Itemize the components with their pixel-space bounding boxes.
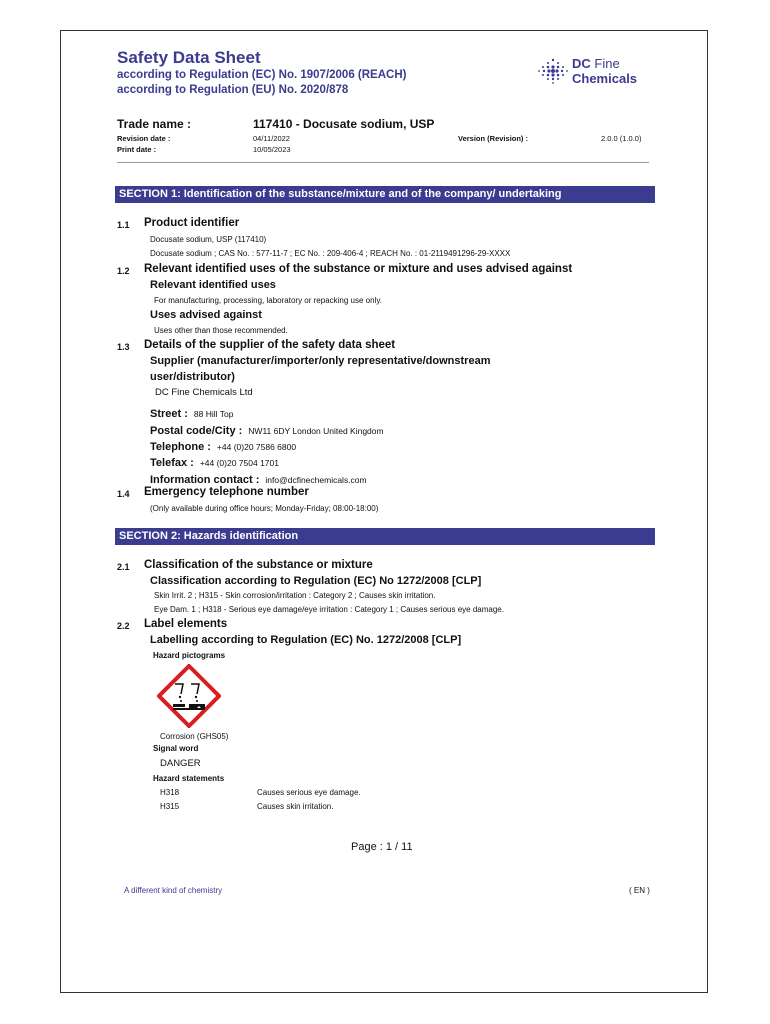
regulation-eu: according to Regulation (EU) No. 2020/878: [117, 84, 349, 96]
logo-dots-icon: [536, 56, 570, 86]
section-1-3-title: Details of the supplier of the safety data sheet: [144, 339, 396, 351]
section-1-1-title: Product identifier: [144, 217, 240, 229]
document-title: Safety Data Sheet: [117, 48, 261, 67]
footer-language: ( EN ): [629, 886, 650, 895]
hazard-statements-label: Hazard statements: [153, 774, 225, 783]
hazard-code: H318: [160, 788, 180, 797]
classification-skin: Skin Irrit. 2 ; H315 - Skin corrosion/irritation : Category 2 ; Causes skin irritation.: [154, 591, 436, 600]
page-number: Page : 1 / 11: [351, 841, 413, 853]
street-label: Street :: [150, 408, 188, 420]
revision-date-value: 04/11/2022: [253, 134, 290, 143]
uses-against-heading: Uses advised against: [150, 309, 262, 321]
supplier-heading-line2: user/distributor): [150, 371, 235, 383]
section-1-2-title: Relevant identified uses of the substance or mixture and uses advised against: [144, 263, 573, 275]
product-ids-line: Docusate sodium ; CAS No. : 577-11-7 ; EC No. : 209-406-4 ; REACH No. : 01-2119491296-29-XXXX: [150, 249, 511, 258]
version-value: 2.0.0 (1.0.0): [601, 134, 642, 143]
uses-against-text: Uses other than those recommended.: [154, 326, 288, 335]
supplier-heading-line1: Supplier (manufacturer/importer/only representative/downstream: [150, 355, 491, 367]
revision-date-label: Revision date :: [117, 134, 171, 143]
section-2-2-number: 2.2: [117, 621, 130, 631]
telefax-label: Telefax :: [150, 457, 194, 469]
section-1-3-number: 1.3: [117, 342, 130, 352]
section-2-2-title: Label elements: [144, 618, 228, 630]
corrosion-ghs05-icon: [157, 664, 221, 728]
classification-eye: Eye Dam. 1 ; H318 - Serious eye damage/eye irritation : Category 1 ; Causes serious eye damage.: [154, 605, 504, 614]
labelling-heading: Labelling according to Regulation (EC) No. 1272/2008 [CLP]: [150, 634, 462, 646]
postal-value: NW11 6DY London United Kingdom: [248, 426, 384, 436]
logo-text-fine: Fine: [594, 56, 620, 71]
telephone-label: Telephone :: [150, 441, 211, 453]
logo-text-dc: DC: [572, 56, 591, 71]
hazard-code: H315: [160, 802, 180, 811]
trade-name-label: Trade name :: [117, 117, 192, 131]
info-contact-label: Information contact :: [150, 474, 260, 486]
section-1-header: SECTION 1: Identification of the substance/mixture and of the company/ undertaking: [115, 186, 655, 203]
company-name: DC Fine Chemicals Ltd: [155, 387, 253, 398]
footer-tagline: A different kind of chemistry: [124, 886, 223, 895]
hazard-text: Causes serious eye damage.: [257, 788, 361, 797]
postal-label: Postal code/City :: [150, 425, 243, 437]
street-value: 88 Hill Top: [193, 409, 234, 419]
section-1-2-number: 1.2: [117, 266, 130, 276]
product-name-line: Docusate sodium, USP (117410): [150, 235, 267, 244]
logo-text-line1: [572, 56, 620, 71]
print-date-value: 10/05/2023: [253, 145, 291, 154]
section-2-1-title: Classification of the substance or mixture: [144, 559, 373, 571]
telefax-row: [150, 453, 279, 471]
emergency-hours-text: (Only available during office hours; Monday-Friday; 08:00-18:00): [150, 504, 379, 513]
identified-uses-text: For manufacturing, processing, laboratory or repacking use only.: [154, 296, 382, 305]
classification-heading: Classification according to Regulation (EC) No 1272/2008 [CLP]: [150, 575, 482, 587]
section-2-header: SECTION 2: Hazards identification: [115, 528, 655, 545]
trade-name-value: 117410 - Docusate sodium, USP: [253, 117, 435, 131]
street-row: [150, 404, 233, 422]
company-logo: [536, 54, 656, 90]
header-divider: [117, 162, 649, 163]
hazard-pictograms-label: Hazard pictograms: [153, 651, 226, 660]
section-1-4-number: 1.4: [117, 489, 130, 499]
section-1-4-title: Emergency telephone number: [144, 486, 309, 498]
telefax-value: +44 (0)20 7504 1701: [199, 458, 279, 468]
logo-text-line2: Chemicals: [572, 71, 638, 86]
section-1-1-number: 1.1: [117, 220, 130, 230]
regulation-reach: according to Regulation (EC) No. 1907/2006 (REACH): [117, 69, 407, 81]
identified-uses-heading: Relevant identified uses: [150, 279, 276, 291]
document-page: [60, 30, 708, 993]
signal-word-value: DANGER: [160, 758, 201, 769]
telephone-value: +44 (0)20 7586 6800: [216, 442, 297, 452]
info-contact-email[interactable]: info@dcfinechemicals.com: [265, 475, 367, 485]
version-label: Version (Revision) :: [458, 134, 529, 143]
print-date-label: Print date :: [117, 145, 157, 154]
section-2-1-number: 2.1: [117, 562, 130, 572]
hazard-text: Causes skin irritation.: [257, 802, 334, 811]
signal-word-label: Signal word: [153, 744, 199, 753]
pictogram-caption: Corrosion (GHS05): [160, 732, 229, 741]
